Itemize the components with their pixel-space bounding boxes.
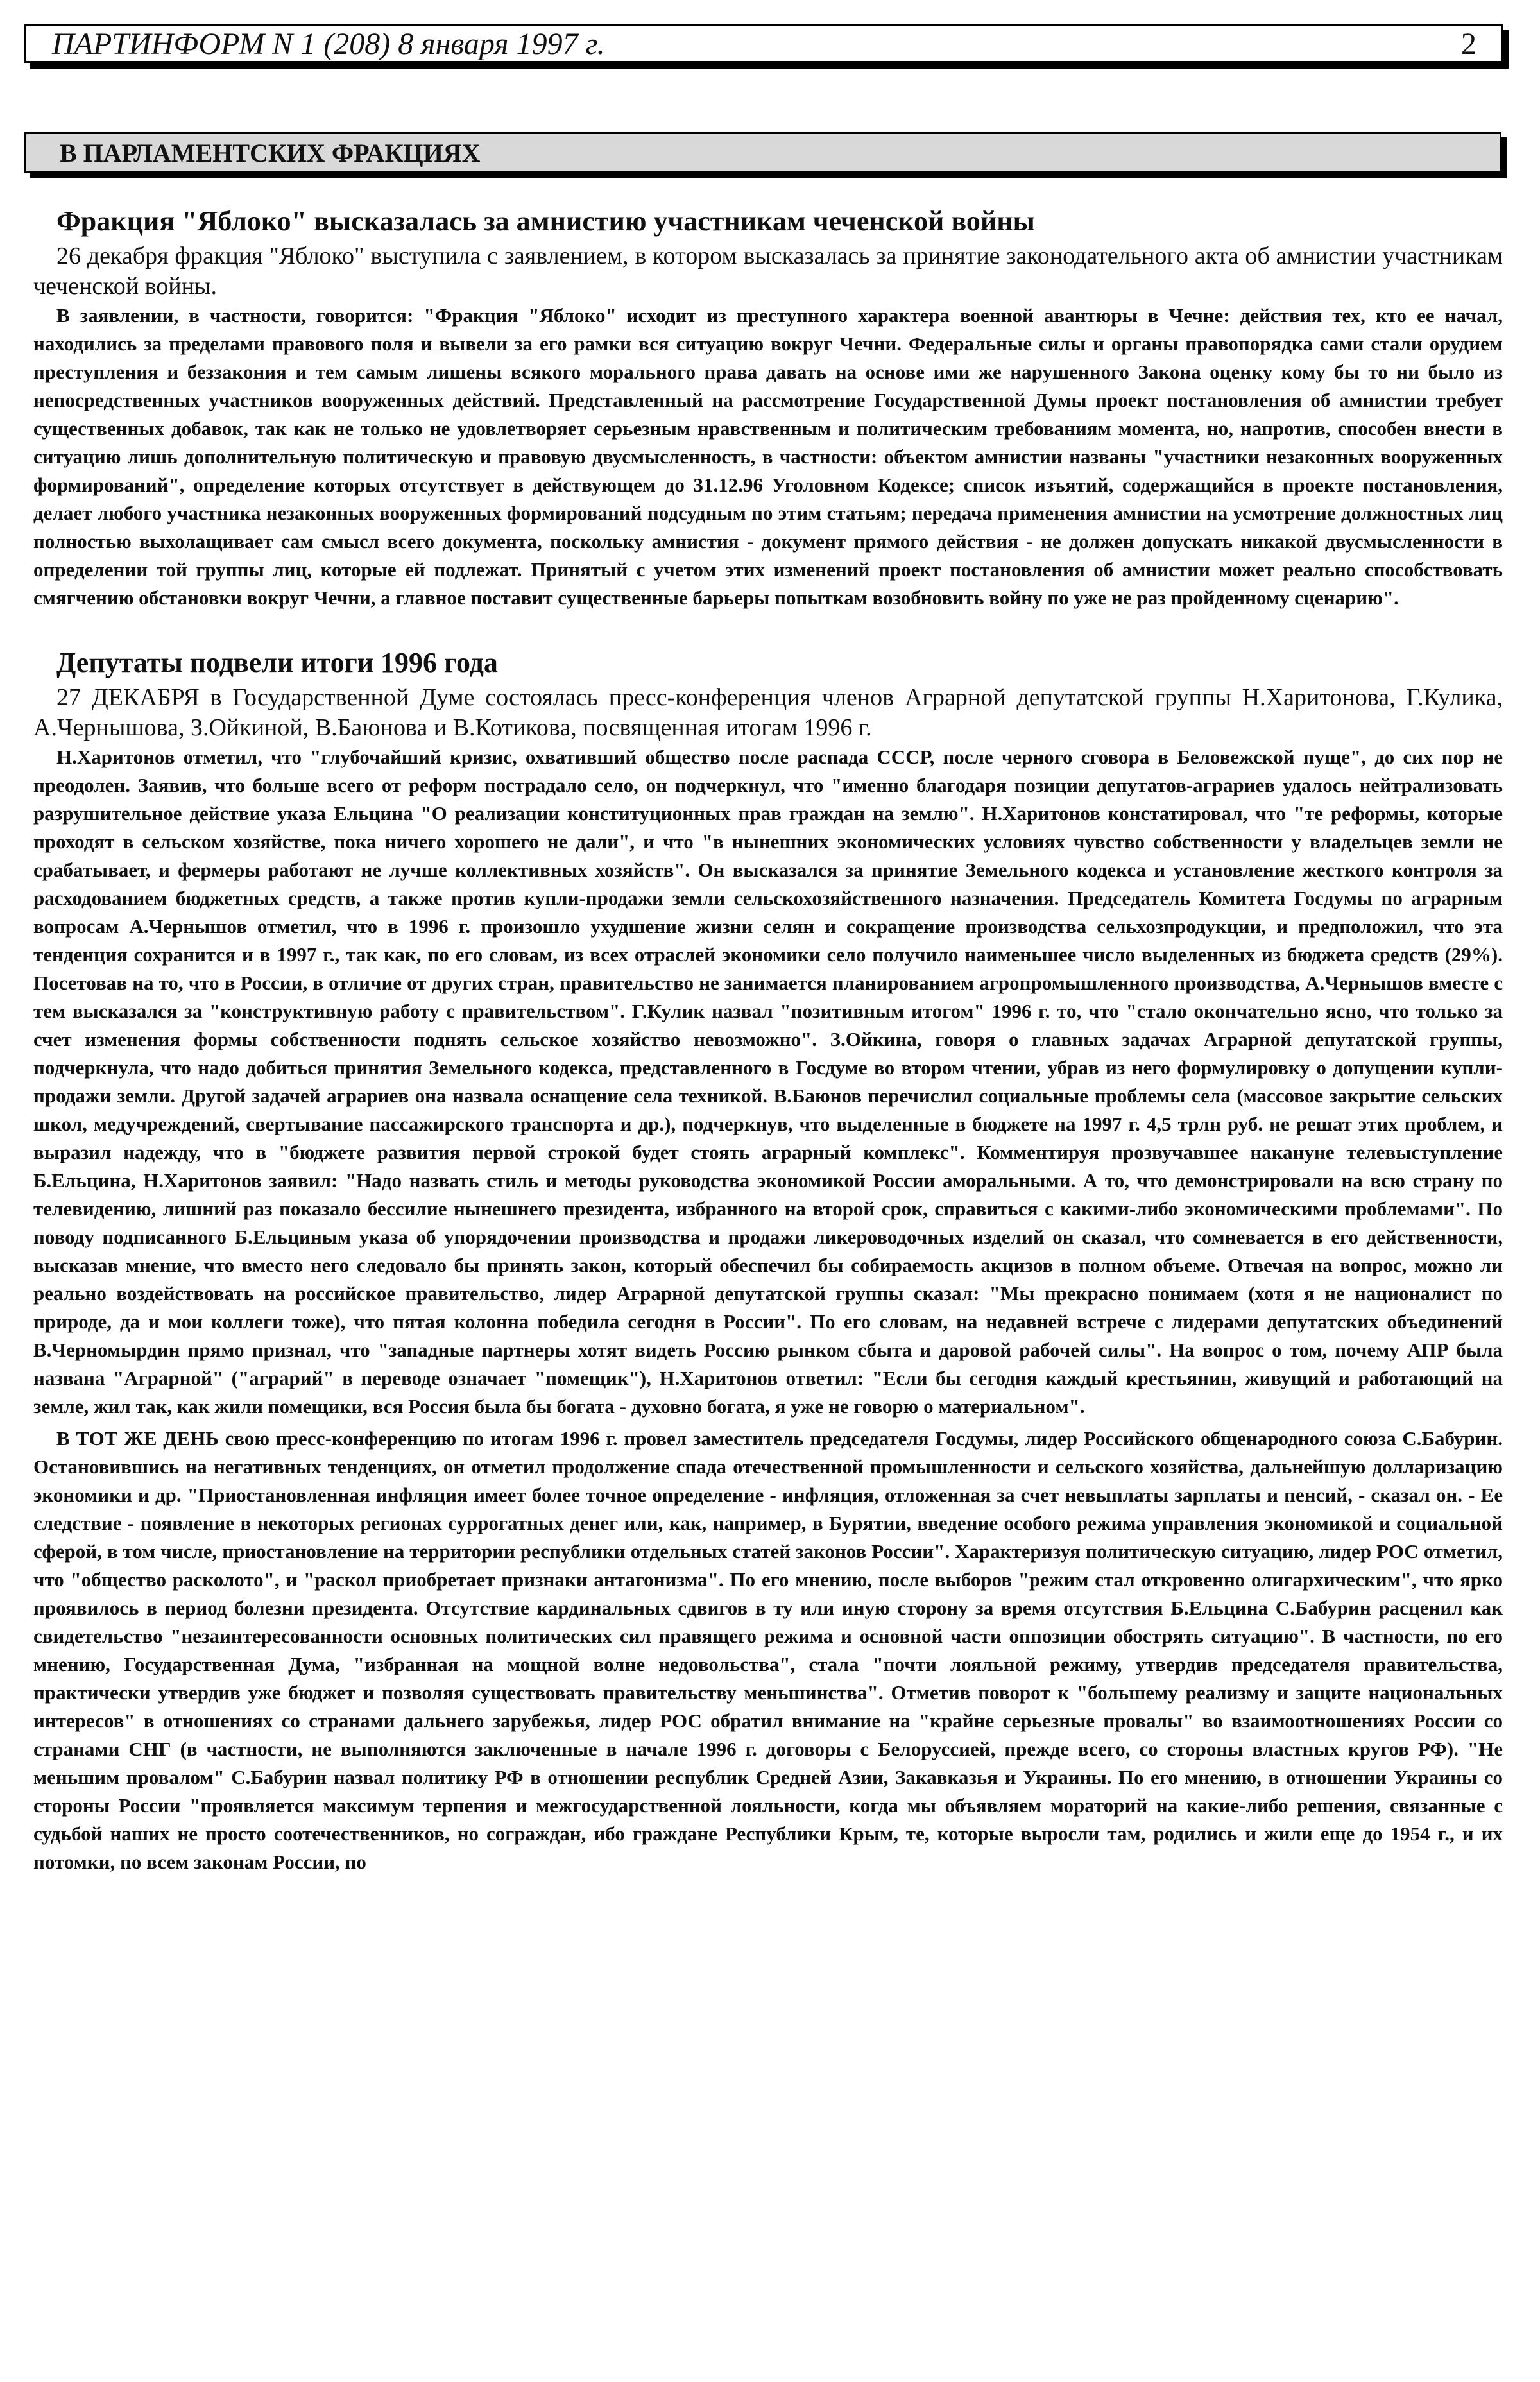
page-number: 2 [1461,26,1476,61]
section-header [24,132,1502,173]
article-headline: Фракция "Яблоко" высказалась за амнистию участникам чеченской войны [56,205,1035,237]
masthead [24,24,1503,63]
masthead-title: ПАРТИНФОРМ N 1 (208) 8 января 1997 г. [52,26,605,61]
article-deputies [33,646,1503,1876]
article-yabloko [33,204,1503,612]
article-paragraph: Н.Харитонов отметил, что "глубочайший кризис, охвативший общество после распада СССР, после черного сговора в Беловежской пуще", до сих пор не преодолен. Заявив, что больше всего от реформ пострадало село, он подчеркнул, что "именно благодаря позиции депутатов-аграриев удалось нейтрализовать разрушительное действие указа Ельцина "О реализации конституционных прав граждан на землю". Н.Харитонов констатировал, что "те реформы, которые проходят в сельском хозяйстве, пока ничего хорошего не дали", и что "в нынешних экономических условиях чувство собственности у владельцев земли не срабатывает, и фермеры работают не лучше коллективных хозяйств". Он высказался за принятие Земельного кодекса и установление жесткого контроля за расходованием бюджетных средств, а также против купли-продажи земли сельскохозяйственного назначения. Председатель Комитета Госдумы по аграрным вопросам А.Чернышов отметил, что в 1996 г. произошло ухудшение жизни селян и сокращение производства сельхозпродукции, и предположил, что эта тенденция сохранится и в 1997 г., так как, по его словам, из всех отраслей экономики село получило наименьшее число выделенных из бюджета средств (29%). Посетовав на то, что в России, в отличие от других стран, правительство не занимается планированием агропромышленного производства, А.Чернышов вместе с тем высказался за "конструктивную работу с правительством". Г.Кулик назвал "позитивным итогом" 1996 г. то, что "стало окончательно ясно, что только за счет изменения формы собственности поднять сельское хозяйство невозможно". З.Ойкина, говоря о главных задачах Аграрной депутатской группы, подчеркнула, что надо добиться принятия Земельного кодекса, представленного в Госдуме во втором чтении, убрав из него формулировку о допущении купли-продажи земли. Другой задачей аграриев она назвала оснащение села техникой. В.Баюнов перечислил социальные проблемы села (массовое закрытие сельских школ, медучреждений, свертывание пассажирского транспорта и др.), подчеркнув, что выделенные в бюджете на 1997 г. 4,5 трлн руб. не решат этих проблем, и выразил надежду, что в "бюджете развития первой строкой будет стоять аграрный комплекс". Комментируя прозвучавшее накануне телевыступление Б.Ельцина, Н.Харитонов заявил: "Надо назвать стиль и методы руководства экономикой России аморальными. А то, что демонстрировали на всю страну по телевидению, лишний раз показало бессилие нынешнего президента, избранного на второй срок, справиться с какими-либо экономическими проблемами". По поводу подписанного Б.Ельциным указа об упорядочении производства и продажи ликероводочных изделий он сказал, что сомневается в его действенности, высказав мнение, что вместо него следовало бы принять закон, который обеспечил бы собираемость акцизов в полном объеме. Отвечая на вопрос, можно ли реально воздействовать на российское правительство, лидер Аграрной депутатской группы сказал: "Мы прекрасно понимаем (хотя я не националист по природе, да и мои коллеги тоже), что пятая колонна победила сегодня в России". По его словам, на недавней встрече с лидерами депутатских объединений В.Черномырдин прямо признал, что "западные партнеры хотят видеть Россию рынком сбыта и даровой рабочей силы". На вопрос о том, почему АПР была названа "Аграрной" ("аграрий" в переводе означает "помещик"), Н.Харитонов ответил: "Если бы сегодня каждый крестьянин, живущий и работающий на земле, жил так, как жили помещики, вся Россия была бы богата - духовно богата, я уже не говорю о материальном". [33,746,1503,1418]
article-paragraph: В заявлении, в частности, говорится: "Фракция "Яблоко" исходит из преступного характера военной авантюры в Чечне: действия тех, кто ее начал, находились за пределами правового поля и вывели за его рамки вся ситуацию вокруг Чечни. Федеральные силы и органы правопорядка сами стали орудием преступления и беззакония и тем самым лишены всякого морального права давать на основе ими же нарушенного Закона оценку кому бы то ни было из непосредственных участников вооруженных действий. Представленный на рассмотрение Государственной Думы проект постановления об амнистии требует существенных добавок, так как не только не удовлетворяет серьезным нравственным и политическим требованиям момента, но, напротив, способен внести в ситуацию лишь дополнительную политическую и правовую двусмысленность, в частности: объектом амнистии названы "участники незаконных вооруженных формирований", определение которых отсутствует в действующем до 31.12.96 Уголовном Кодексе; список изъятий, содержащийся в проекте постановления, делает любого участника незаконных вооруженных формирований подсудным по этим статьям; передача применения амнистии на усмотрение должностных лиц полностью выхолащивает сам смысл всего документа, поскольку амнистия - документ прямого действия - не должен допускать никакой двусмысленности в определении той группы лиц, которые ей подлежат. Принятый с учетом этих изменений проект постановления об амнистии может реально способствовать смягчению обстановки вокруг Чечни, а главное поставит существенные барьеры попыткам возобновить войну по уже не раз пройденному сценарию". [33,304,1503,609]
article-lead: 27 ДЕКАБРЯ в Государственной Думе состоялась пресс-конференция членов Аграрной депутатской группы Н.Харитонова, Г.Кулика, А.Чернышова, З.Ойкиной, В.Баюнова и В.Котикова, посвященная итогам 1996 г. [33,684,1503,741]
section-title: В ПАРЛАМЕНТСКИХ ФРАКЦИЯХ [60,138,481,167]
article-lead: 26 декабря фракция "Яблоко" выступила с заявлением, в котором высказалась за принятие законодательного акта об амнистии участникам чеченской войны. [33,243,1503,300]
article-headline: Депутаты подвели итоги 1996 года [56,647,498,678]
page-content [33,204,1503,1910]
article-paragraph: В ТОТ ЖЕ ДЕНЬ свою пресс-конференцию по итогам 1996 г. провел заместитель председателя Госдумы, лидер Российского общенародного союза С.Бабурин. Остановившись на негативных тенденциях, он отметил продолжение спада отечественной промышленности и сельского хозяйства, дальнейшую долларизацию экономики и др. "Приостановленная инфляция имеет более точное определение - инфляция, отложенная за счет невыплаты зарплаты и пенсий, - сказал он. - Ее следствие - появление в некоторых регионах суррогатных денег или, как, например, в Бурятии, введение особого режима управления экономикой и социальной сферой, в том числе, приостановление на территории республики отдельных статей законов России". Характеризуя политическую ситуацию, лидер РОС отметил, что "общество расколото", и "раскол приобретает признаки антагонизма". По его мнению, после выборов "режим стал откровенно олигархическим", что ярко проявилось в период болезни президента. Отсутствие кардинальных сдвигов в ту или иную сторону за время отсутствия Б.Ельцина С.Бабурин расценил как свидетельство "незаинтересованности основных политических сил правящего режима и основной части оппозиции обострять ситуацию". В частности, по его мнению, Государственная Дума, "избранная на мощной волне недовольства", стала "почти лояльной режиму, утвердив председателя правительства, практически утвердив уже бюджет и позволяя существовать правительству меньшинства". Отметив поворот к "большему реализму и защите национальных интересов" в отношениях со странами дальнего зарубежья, лидер РОС обратил внимание на "крайне серьезные провалы" во взаимоотношениях России со странами СНГ (в частности, не выполняются заключенные в начале 1996 г. договоры с Белоруссией, прежде всего, со стороны властных кругов РФ). "Не меньшим провалом" С.Бабурин назвал политику РФ в отношении республик Средней Азии, Закавказья и Украины. По его мнению, в отношении Украины со стороны России "проявляется максимум терпения и межгосударственной лояльности, когда мы объявляем мораторий на какие-либо решения, связанные с судьбой наших не просто соотечественников, но сограждан, ибо граждане Республики Крым, те, которые выросли там, родились и жили еще до 1954 г., и их потомки, по всем законам России, по [33,1427,1503,1873]
